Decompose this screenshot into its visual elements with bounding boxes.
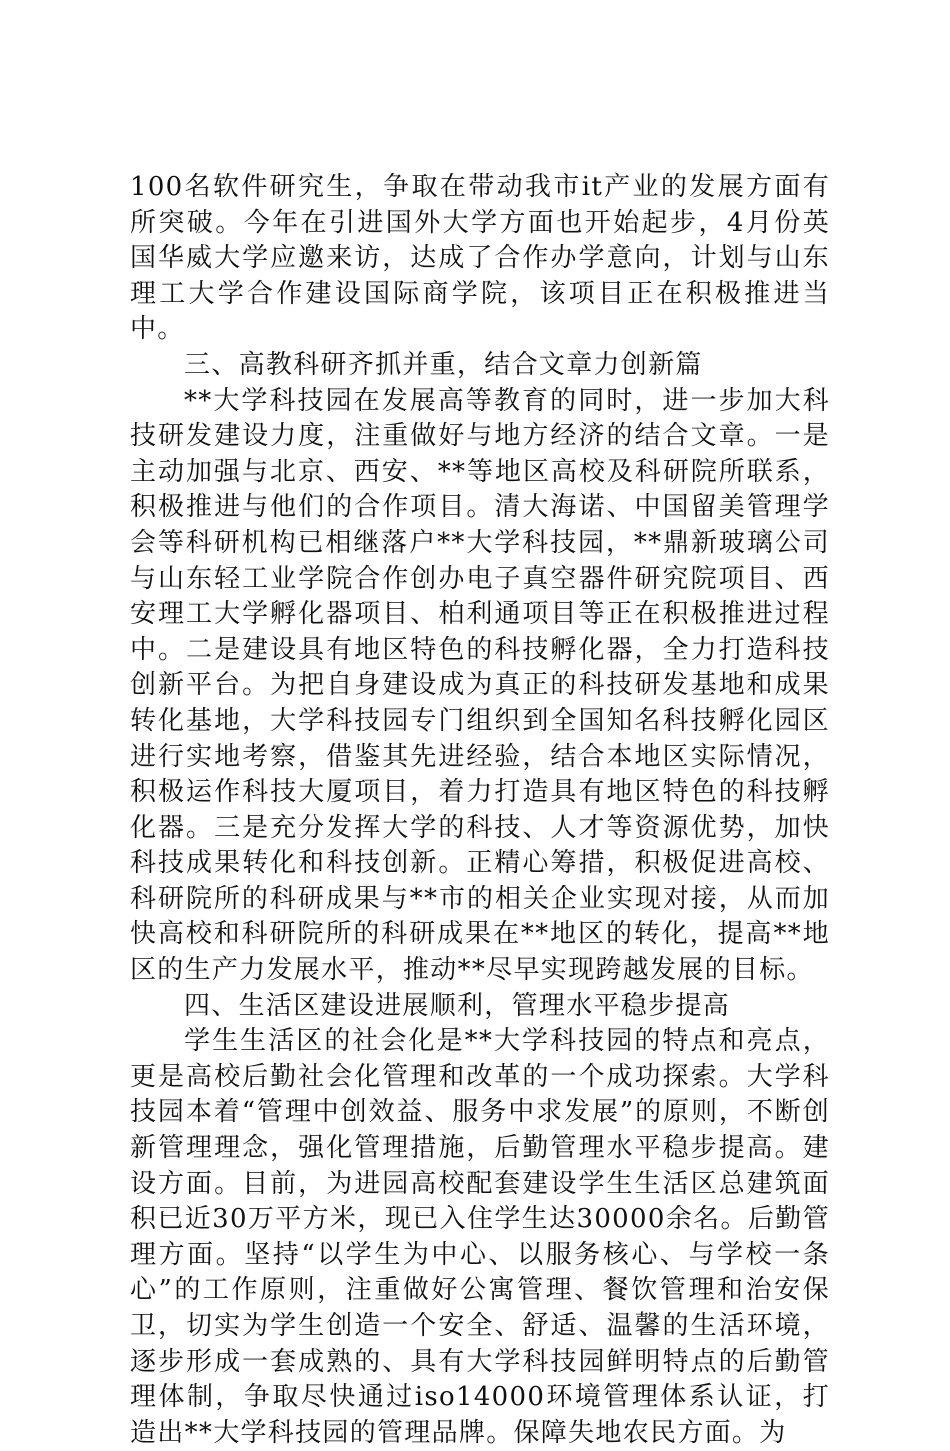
document-body	[130, 170, 830, 1451]
paragraph-living-area: 学生生活区的社会化是**大学科技园的特点和亮点，更是高校后勤社会化管理和改革的一个成功探索。大学科技园本着“管理中创效益、服务中求发展”的原则，不断创新管理理念，强化管理措施，后勤管理水平稳步提高。建设方面。目前，为进园高校配套建设学生生活区总建筑面积已近30万平方米，现已入住学生达30000余名。后勤管理方面。坚持“以学生为中心、以服务核心、与学校一条心”的工作原则，注重做好公寓管理、餐饮管理和治安保卫，切实为学生创造一个安全、舒适、温馨的生活环境，逐步形成一套成熟的、具有大学科技园鲜明特点的后勤管理体制，争取尽快通过iso14000环境管理体系认证，打造出**大学科技园的管理品牌。保障失地农民方面。为	[130, 1026, 830, 1448]
section-heading-4: 四、生活区建设进展顺利，管理水平稳步提高	[184, 990, 731, 1021]
paragraph-science-park-research: **大学科技园在发展高等教育的同时，进一步加大科技研发建设力度，注重做好与地方经济的结合文章。一是主动加强与北京、西安、**等地区高校及科研院所联系，积极推进与他们的合作项目。清大海诺、中国留美管理学会等科研机构已相继落户**大学科技园，**鼎新玻璃公司与山东轻工业学院合作创办电子真空器件研究院项目、西安理工大学孵化器项目、柏利通项目等正在积极推进过程中。二是建设具有地区特色的科技孵化器，全力打造科技创新平台。为把自身建设成为真正的科技研发基地和成果转化基地，大学科技园专门组织到全国知名科技孵化园区进行实地考察，借鉴其先进经验，结合本地区实际情况，积极运作科技大厦项目，着力打造具有地区特色的科技孵化器。三是充分发挥大学的科技、人才等资源优势，加快科技成果转化和科技创新。正精心筹措，积极促进高校、科研院所的科研成果与**市的相关企业实现对接，从而加快高校和科研院所的科研成果在**地区的转化，提高**地区的生产力发展水平，推动**尽早实现跨越发展的目标。	[130, 385, 830, 986]
paragraph-continuation: 100名软件研究生，争取在带动我市it产业的发展方面有所突破。今年在引进国外大学方面也开始起步，4月份英国华威大学应邀来访，达成了合作办学意向，计划与山东理工大学合作建设国际商学院，该项目正在积极推进当中。	[130, 172, 830, 345]
section-heading-3: 三、高教科研齐抓并重，结合文章力创新篇	[184, 349, 703, 380]
